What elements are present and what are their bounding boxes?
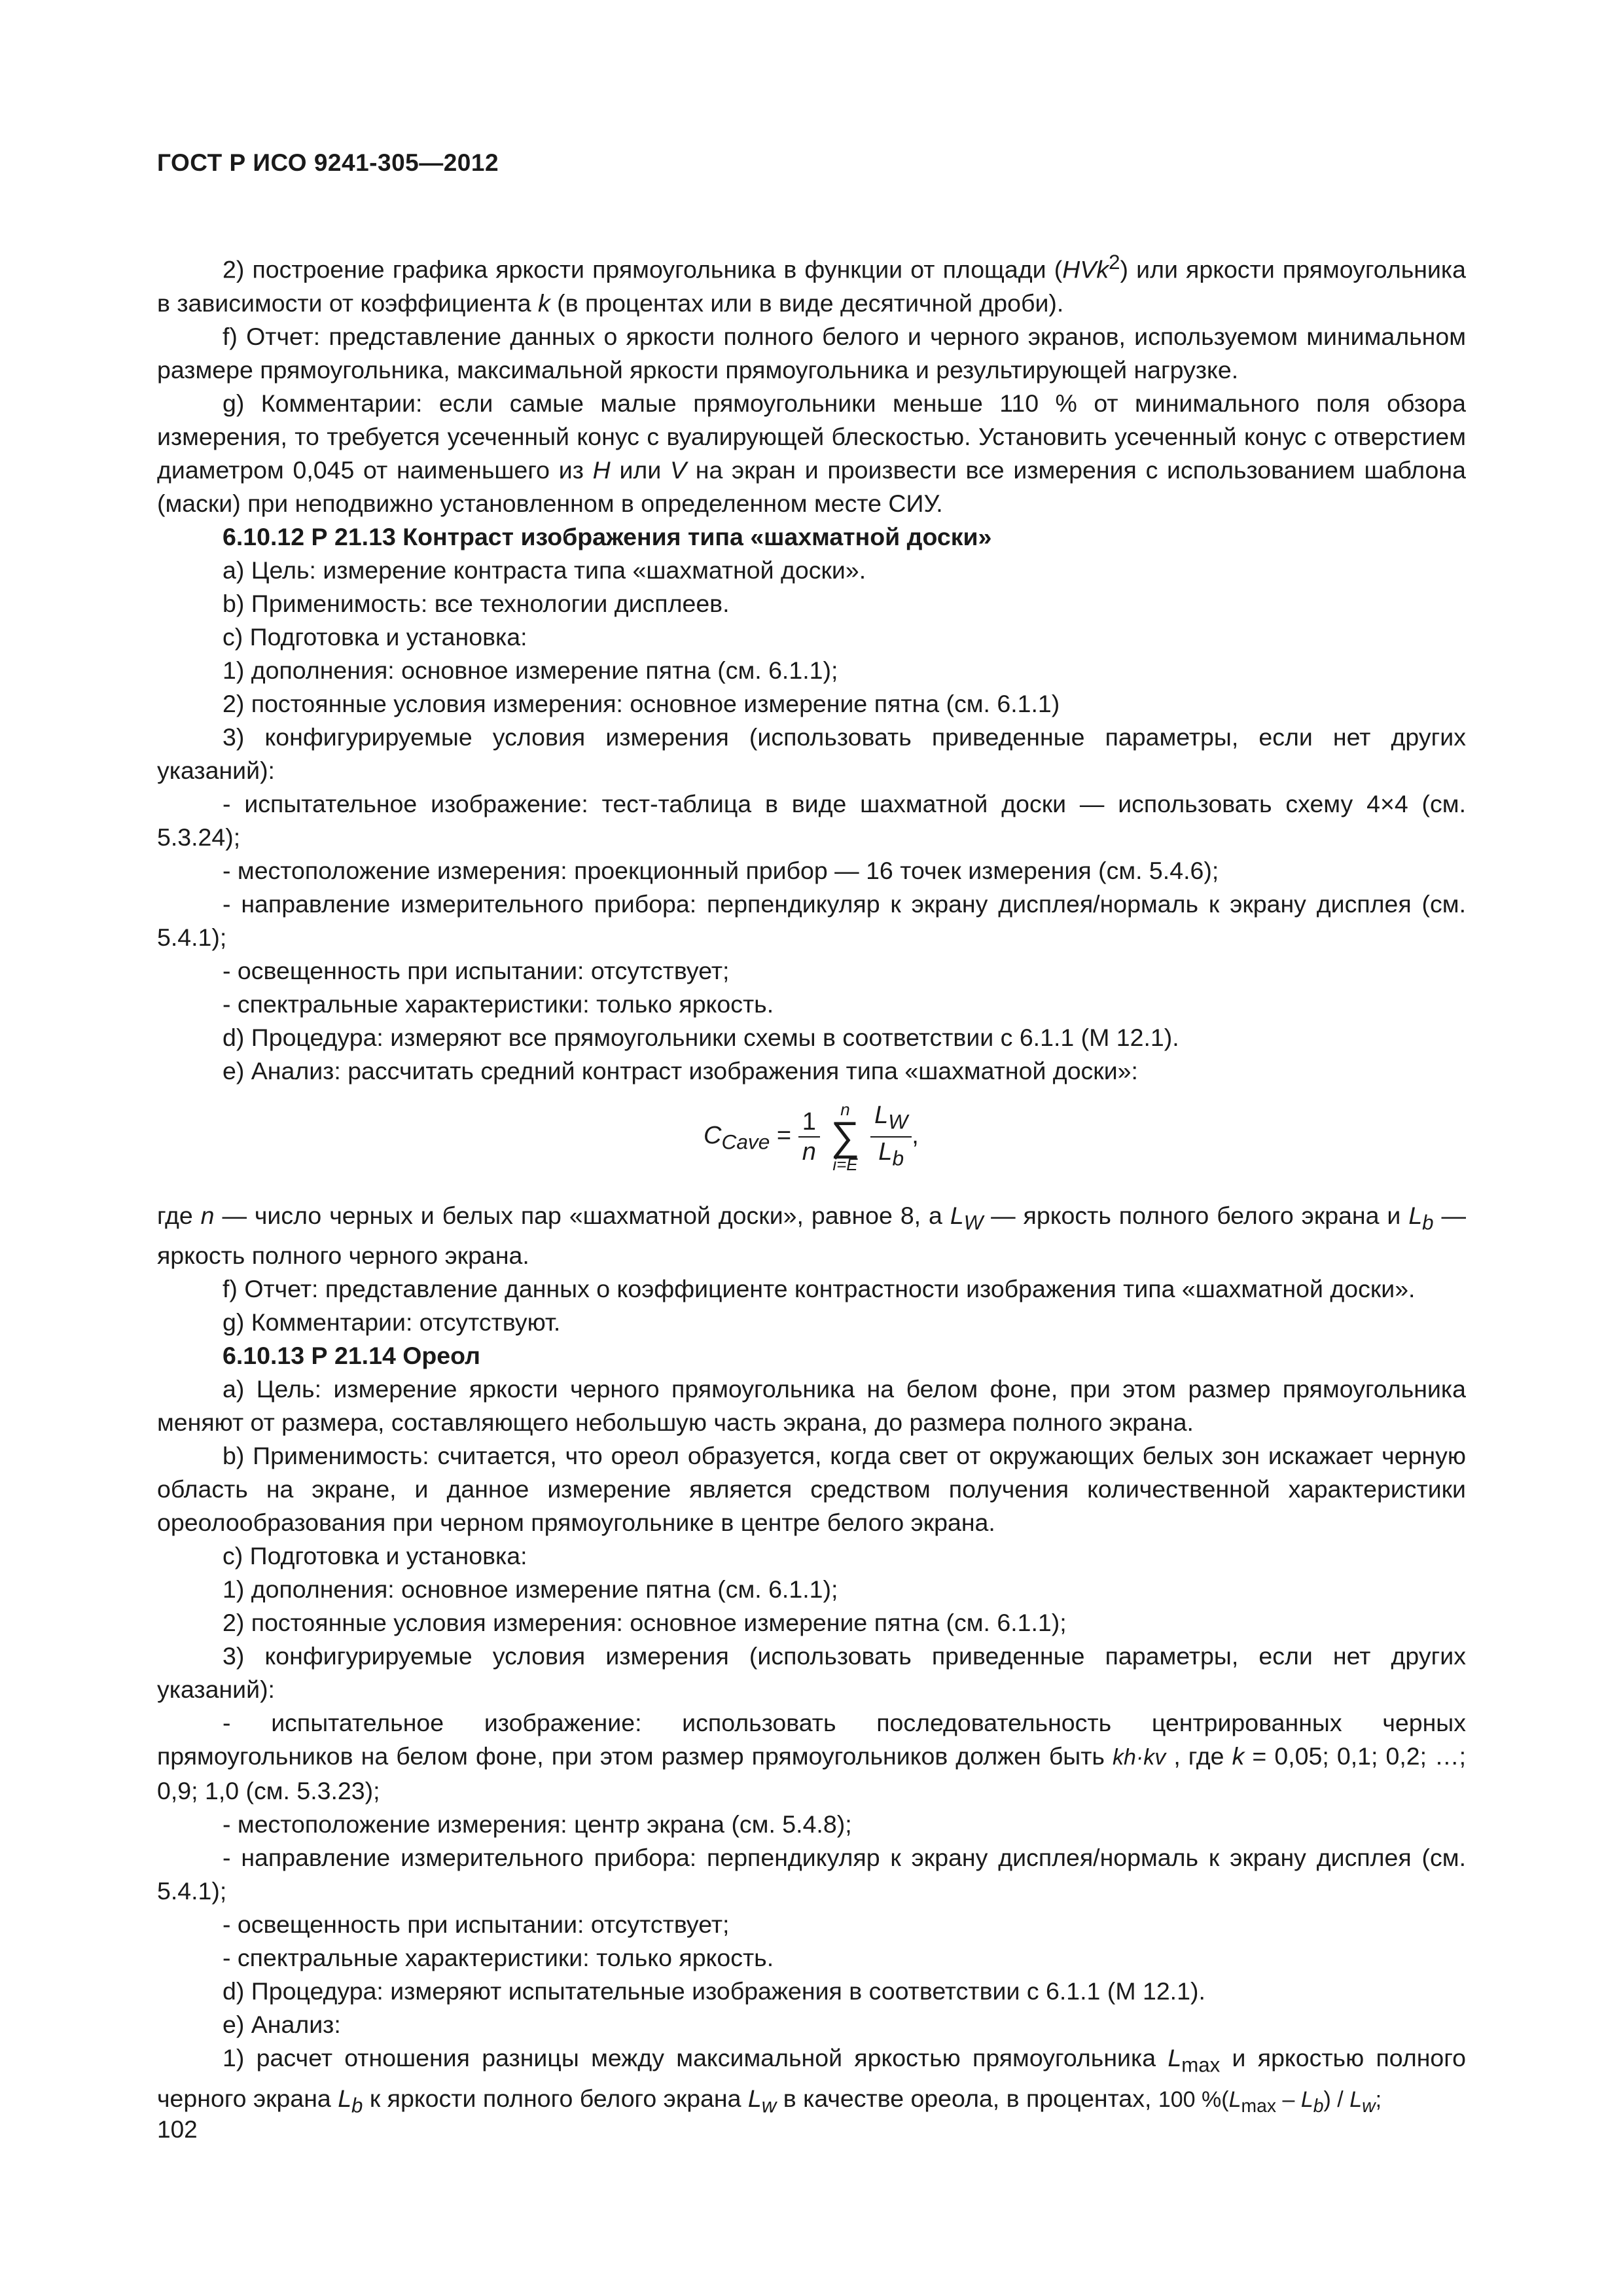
paragraph: b) Применимость: все технологии дисплеев. (223, 589, 730, 617)
paragraph: 3) конфигурируемые условия измерения (использовать приведенные параметры, если нет других указаний): (157, 1642, 1466, 1703)
paragraph: a) Цель: измерение контраста типа «шахматной доски». (223, 556, 866, 584)
paragraph: 1) расчет отношения разницы между максимальной яркостью прямоугольника $L_{max}$ и яркостью полного черного экрана $L_b$ к яркости полного белого экрана $L_w$ в качестве ореола, в процентах, 100 $\%(L_{max} - L_b) / L_w$; (157, 2044, 1466, 2117)
paragraph: 1) дополнения: основное измерение пятна (см. 6.1.1); (223, 1575, 838, 1603)
page-number: 102 (157, 2116, 198, 2143)
list-item: - направление измерительного прибора: перпендикуляр к экрану дисплея/нормаль к экрану дисплея (см. 5.4.1); (157, 889, 1466, 951)
paragraph: 1) дополнения: основное измерение пятна (см. 6.1.1); (223, 656, 838, 684)
list-item: - испытательное изображение: тест-таблица в виде шахматной доски — использовать схему 4×4 (см. 5.3.24); (157, 789, 1466, 851)
paragraph: c) Подготовка и установка: (223, 622, 527, 651)
list-item: - освещенность при испытании: отсутствует; (223, 1910, 730, 1938)
paragraph: g) Комментарии: если самые малые прямоугольники меньше 110 % от минимального поля обзора измерения, то требуется усеченный конус с вуалирующей блескостью. Установить усеченный конус с отверстием диаметром 0,045 от наименьшего из H или V на экран и произвести все измерения с использованием шаблона (маски) при неподвижно установленном в определенном месте СИУ. (157, 389, 1466, 517)
section-heading: 6.10.12 Р 21.13 Контраст изображения типа «шахматной доски» (223, 522, 992, 550)
list-item: - испытательное изображение: использовать последовательность центрированных черных прямоугольников на белом фоне, при этом размер прямоугольников должен быть kh·kv , где k = 0,05; 0,1; 0,2; …; 0,9; 1,0 (см. 5.3.23); (157, 1709, 1466, 1804)
paragraph: b) Применимость: считается, что ореол образуется, когда свет от окружающих белых зон искажает черную область на экране, и данное измерение является средством получения количественной характеристики ореолообразования при черном прямоугольнике в центре белого экрана. (157, 1442, 1466, 1536)
paragraph: 2) постоянные условия измерения: основное измерение пятна (см. 6.1.1); (223, 1609, 1067, 1636)
paragraph: 2) постоянные условия измерения: основное измерение пятна (см. 6.1.1) (223, 689, 1060, 717)
list-item: - местоположение измерения: центр экрана (см. 5.4.8); (223, 1810, 852, 1838)
list-item: - спектральные характеристики: только яркость. (223, 1944, 774, 1971)
list-item: - направление измерительного прибора: перпендикуляр к экрану дисплея/нормаль к экрану дисплея (см. 5.4.1); (157, 1844, 1466, 1905)
list-item: - спектральные характеристики: только яркость. (223, 990, 774, 1018)
contrast-formula: $C_{Cave}$ = $\frac{1}{n}$ n ∑ i=E $\frac{L_W}{L_b}$ , (704, 1099, 919, 1174)
fraction: $\frac{1}{n}$ (798, 1107, 820, 1166)
paragraph: f) Отчет: представление данных о коэффициенте контрастности изображения типа «шахматной доски». (223, 1275, 1416, 1302)
sum-symbol: n ∑ i=E (830, 1099, 860, 1174)
paragraph: где n — число черных и белых пар «шахматной доски», равное 8, а $L_W$ — яркость полного белого экрана и $L_b$ — яркость полного черного экрана. (157, 1201, 1466, 1269)
list-item: - местоположение измерения: проекционный прибор — 16 точек измерения (см. 5.4.6); (223, 856, 1219, 884)
list-item: - освещенность при испытании: отсутствует; (223, 956, 730, 984)
paragraph: 2) построение графика яркости прямоугольника в функции от площади (HVk$^2$) или яркости прямоугольника в зависимости от коэффициента k (в процентах или в виде десятичной дроби). (157, 251, 1466, 317)
document-body (157, 245, 1466, 2123)
paragraph: e) Анализ: (223, 2011, 341, 2038)
paragraph: 3) конфигурируемые условия измерения (использовать приведенные параметры, если нет других указаний): (157, 723, 1466, 784)
paragraph: a) Цель: измерение яркости черного прямоугольника на белом фоне, при этом размер прямоугольника меняют от размера, составляющего небольшую часть экрана, до размера полного экрана. (157, 1375, 1466, 1436)
document-header: ГОСТ Р ИСО 9241-305—2012 (157, 149, 499, 176)
paragraph: e) Анализ: рассчитать средний контраст изображения типа «шахматной доски»: (223, 1056, 1138, 1085)
fraction: $\frac{L_W}{L_b}$ (870, 1101, 912, 1172)
paragraph: d) Процедура: измеряют испытательные изображения в соответствии с 6.1.1 (М 12.1). (223, 1977, 1205, 2005)
formula-block (157, 1088, 1466, 1199)
section-heading: 6.10.13 Р 21.14 Ореол (223, 1342, 480, 1369)
paragraph: f) Отчет: представление данных о яркости полного белого и черного экранов, используемом минимальном размере прямоугольника, максимальной яркости прямоугольника и результирующей нагрузке. (157, 322, 1466, 384)
paragraph: d) Процедура: измеряют все прямоугольники схемы в соответствии с 6.1.1 (М 12.1). (223, 1023, 1179, 1051)
paragraph: c) Подготовка и установка: (223, 1542, 527, 1570)
paragraph: g) Комментарии: отсутствуют. (223, 1308, 561, 1336)
